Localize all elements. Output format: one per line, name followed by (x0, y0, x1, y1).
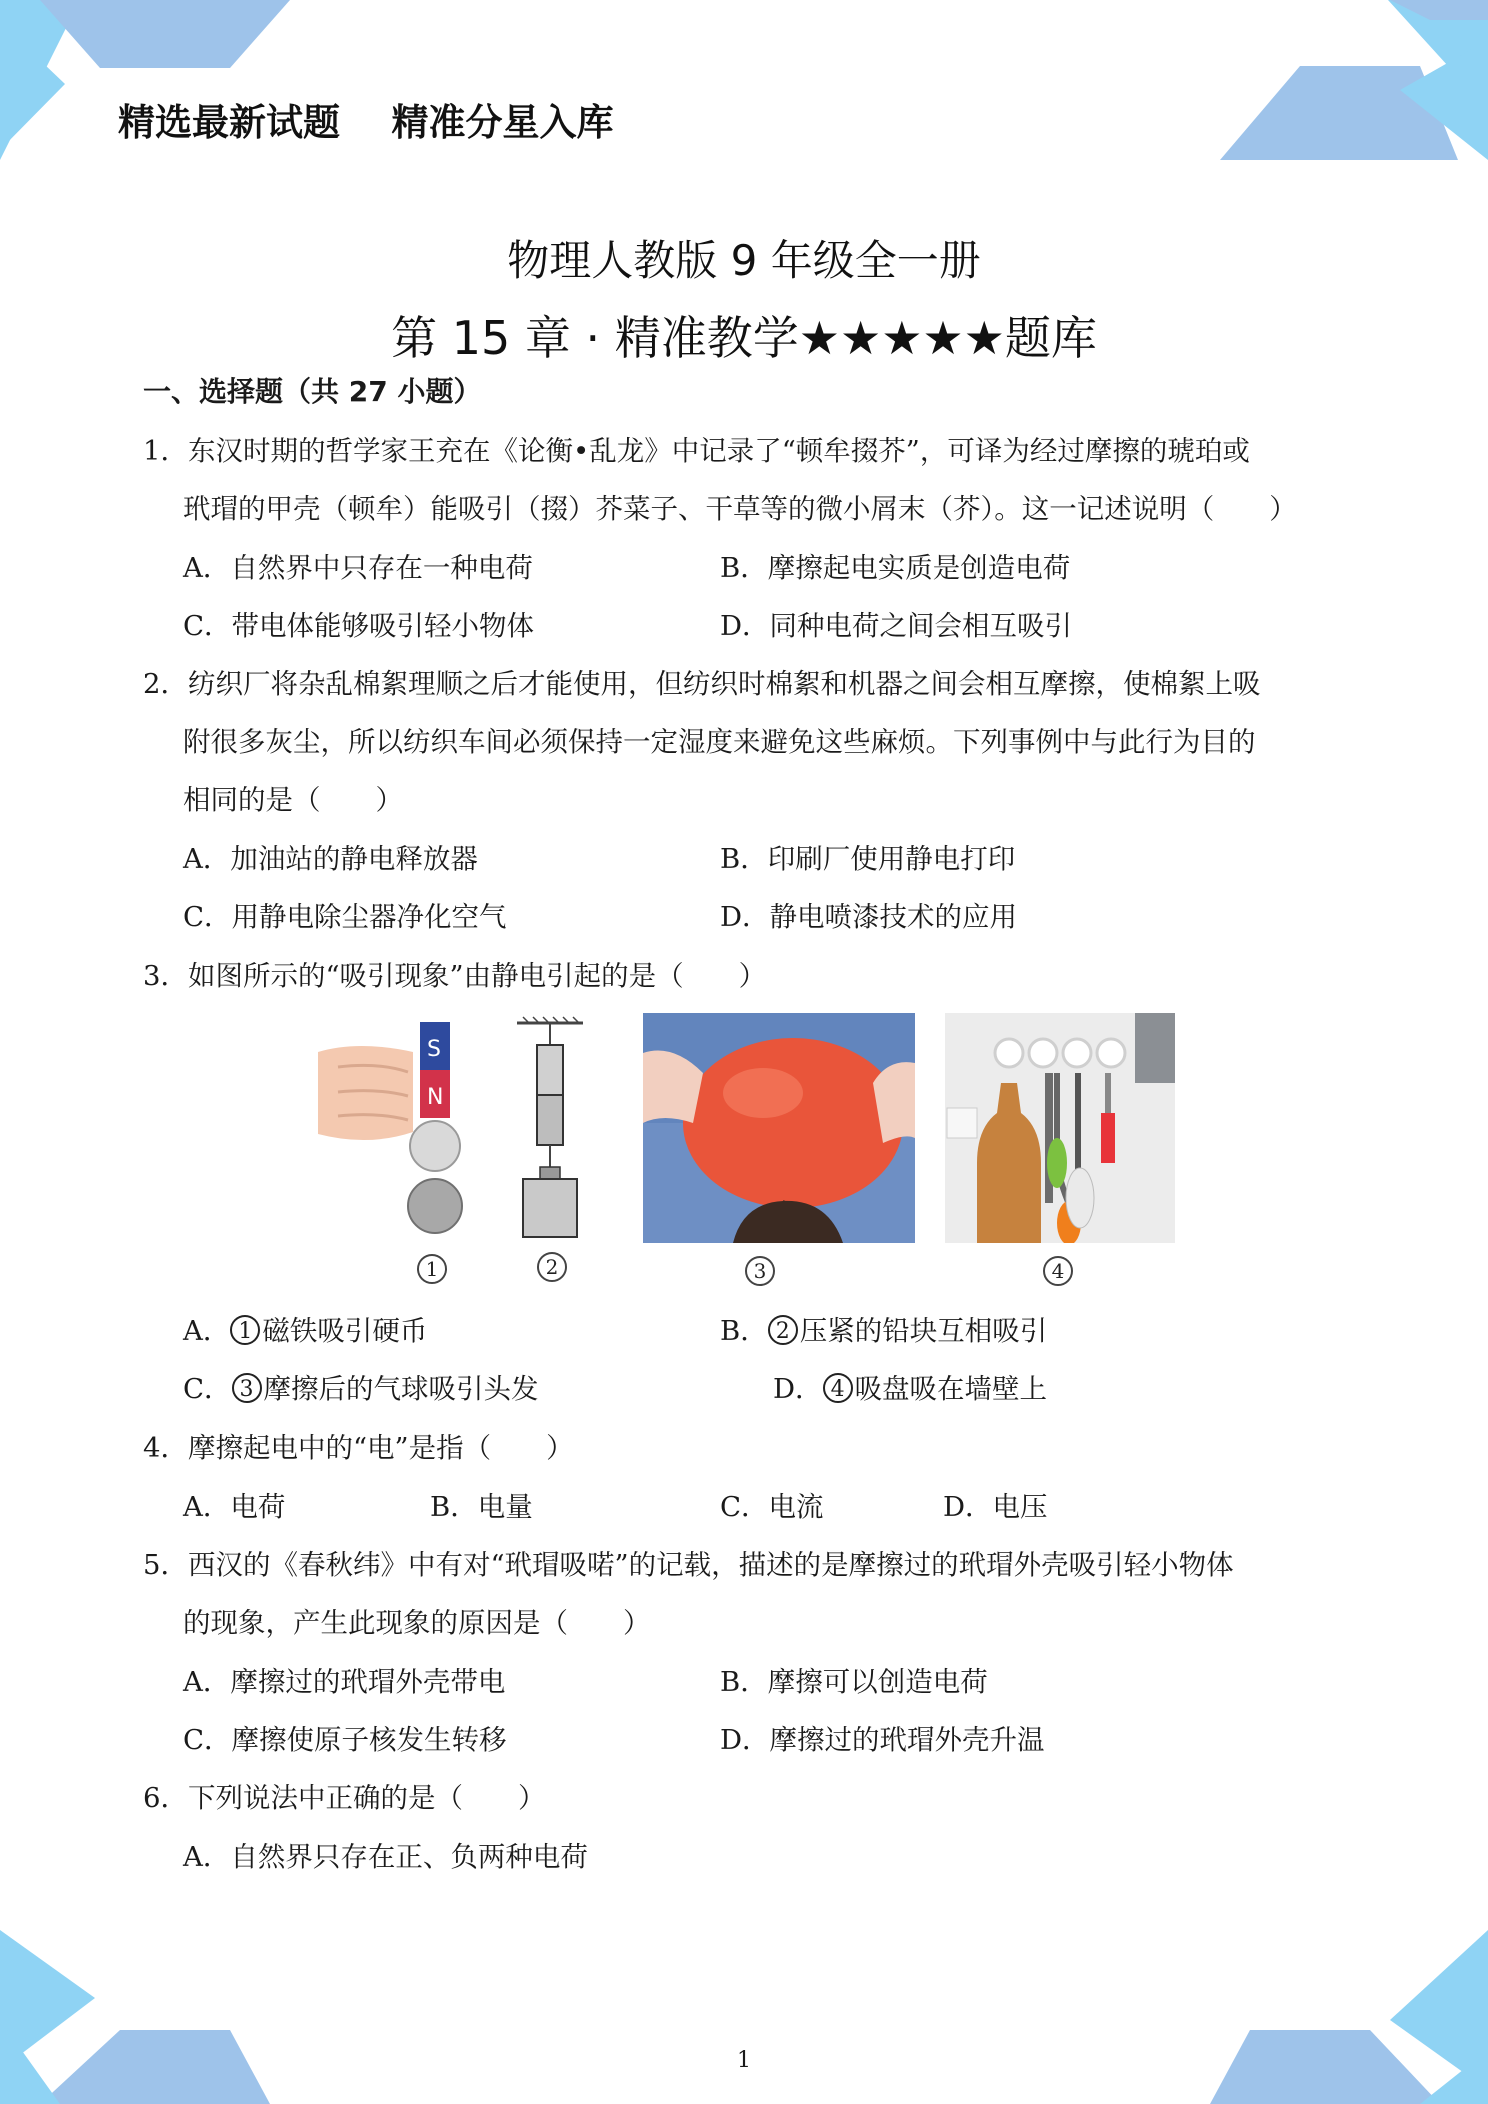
question-3-stem: 3．如图所示的“吸引现象”由静电引起的是（ ） (143, 960, 767, 992)
header-slogan: 精选最新试题 精准分星入库 (118, 101, 614, 144)
figure-balloon-hair (643, 1013, 915, 1243)
question-1-option-c: C．带电体能够吸引轻小物体 (183, 610, 535, 642)
question-1-option-b: B．摩擦起电实质是创造电荷 (720, 552, 1071, 584)
question-4-option-a: A．电荷 (183, 1491, 286, 1523)
top-right-decoration (1170, 0, 1488, 170)
figure-label-4: 4 (1043, 1256, 1073, 1286)
question-5-stem-line2: 的现象，产生此现象的原因是（ ） (183, 1607, 651, 1639)
question-1-stem-line1: 1．东汉时期的哲学家王充在《论衡•乱龙》中记录了“顿牟掇芥”，可译为经过摩擦的琥珀或 (143, 435, 1250, 467)
figure-label-2: 2 (537, 1252, 567, 1282)
circled-number-3: 3 (232, 1373, 262, 1403)
figure-lead-blocks (515, 1015, 585, 1245)
question-5-option-c: C．摩擦使原子核发生转移 (183, 1724, 507, 1756)
figure-label-1: 1 (417, 1254, 447, 1284)
question-2-stem-line2: 附很多灰尘，所以纺织车间必须保持一定湿度来避免这些麻烦。下列事例中与此行为目的 (183, 726, 1256, 758)
question-4-stem: 4．摩擦起电中的“电”是指（ ） (143, 1432, 574, 1464)
question-5-option-b: B．摩擦可以创造电荷 (720, 1666, 988, 1698)
question-3-option-a: A． 1 磁铁吸引硬币 (183, 1315, 428, 1347)
question-3-option-b: B． 2 压紧的铅块互相吸引 (720, 1315, 1048, 1347)
question-5-stem-line1: 5．西汉的《春秋纬》中有对“玳瑁吸喏”的记载，描述的是摩擦过的玳瑁外壳吸引轻小物体 (143, 1549, 1234, 1581)
bottom-left-decoration (0, 1930, 300, 2104)
question-2-stem-line1: 2．纺织厂将杂乱棉絮理顺之后才能使用，但纺织时棉絮和机器之间会相互摩擦，使棉絮上吸 (143, 668, 1261, 700)
circled-number-1: 1 (230, 1315, 260, 1345)
document-subtitle: 第 15 章 · 精准教学★★★★★题库 (391, 311, 1097, 365)
question-5-option-a: A．摩擦过的玳瑁外壳带电 (183, 1666, 506, 1698)
question-1-option-a: A．自然界中只存在一种电荷 (183, 552, 533, 584)
svg-text:S: S (427, 1037, 441, 1062)
document-title: 物理人教版 9 年级全一册 (507, 236, 981, 285)
figure-magnet-coins (318, 1012, 468, 1247)
question-2-option-a: A．加油站的静电释放器 (183, 843, 478, 875)
question-1-stem-line2: 玳瑁的甲壳（顿牟）能吸引（掇）芥菜子、干草等的微小屑末（芥）。这一记述说明（ ） (183, 493, 1297, 525)
figure-suction-hooks (945, 1013, 1175, 1243)
question-6-option-a: A．自然界只存在正、负两种电荷 (183, 1841, 588, 1873)
circled-number-2: 2 (768, 1315, 798, 1345)
figure-label-3: 3 (745, 1256, 775, 1286)
svg-text:N: N (427, 1085, 444, 1110)
section-heading: 一、选择题（共 27 小题） (143, 375, 482, 408)
bottom-right-decoration (1170, 1930, 1488, 2104)
question-2-option-b: B．印刷厂使用静电打印 (720, 843, 1016, 875)
question-2-option-d: D．静电喷漆技术的应用 (720, 901, 1018, 933)
question-3-option-c: C． 3 摩擦后的气球吸引头发 (183, 1373, 539, 1405)
question-1-option-d: D．同种电荷之间会相互吸引 (720, 610, 1073, 642)
page-number: 1 (737, 2048, 751, 2073)
question-4-option-d: D．电压 (943, 1491, 1048, 1523)
circled-number-4: 4 (823, 1373, 853, 1403)
question-6-stem: 6．下列说法中正确的是（ ） (143, 1782, 546, 1814)
question-4-option-b: B．电量 (430, 1491, 533, 1523)
question-2-stem-line3: 相同的是（ ） (183, 784, 403, 816)
question-2-option-c: C．用静电除尘器净化空气 (183, 901, 507, 933)
question-4-option-c: C．电流 (720, 1491, 824, 1523)
question-5-option-d: D．摩擦过的玳瑁外壳升温 (720, 1724, 1045, 1756)
question-3-option-d: D． 4 吸盘吸在墙壁上 (773, 1373, 1048, 1405)
